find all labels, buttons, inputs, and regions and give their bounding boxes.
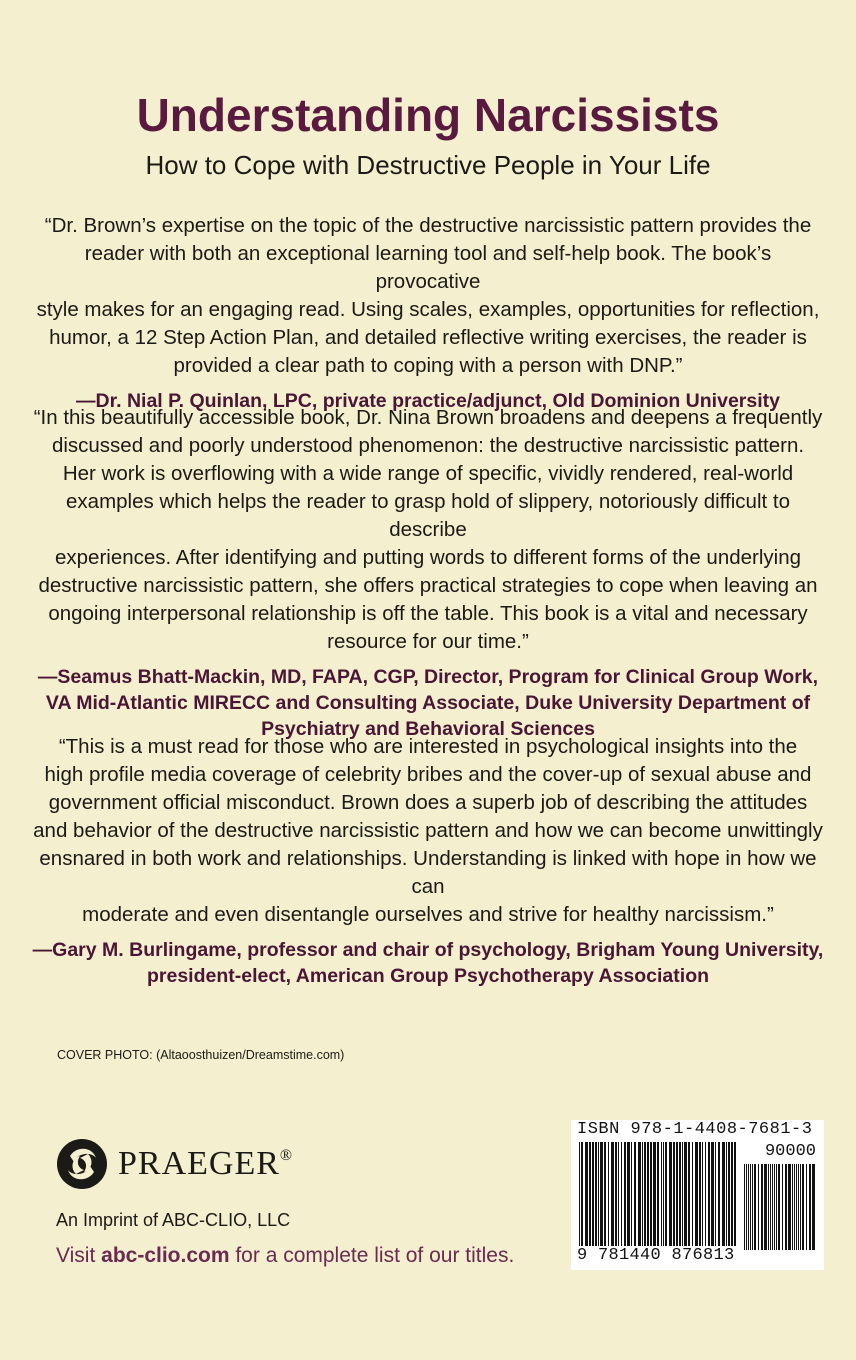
quote-line: reader with both an exceptional learning tool and self-help book. The book’s provocative [84,242,772,293]
barcode-bar [624,1142,626,1250]
publisher-name [118,1145,292,1183]
review-2 [30,404,826,742]
barcode-bar [615,1142,617,1250]
barcode-bar [772,1164,773,1250]
barcode-bar [634,1142,636,1250]
barcode-bar [579,1142,580,1250]
book-subtitle: How to Cope with Destructive People in Your Life [145,150,711,180]
barcode-bar [657,1142,659,1250]
barcode-bar [752,1164,753,1250]
barcode-bar [806,1164,807,1250]
barcode-bar [770,1164,771,1250]
barcode-bar [604,1142,606,1250]
barcode-bar [802,1164,804,1250]
review-attribution [30,937,826,989]
addon-barcode-bars [744,1164,816,1250]
barcode-bar [695,1142,698,1250]
barcode-bar [682,1142,683,1250]
barcode-bar [663,1142,664,1250]
barcode-bar [812,1164,815,1250]
barcode-bar [726,1142,727,1250]
barcode-bar [778,1164,780,1250]
review-quote [30,404,826,656]
barcode-bar [702,1142,703,1250]
barcode-bar [684,1142,687,1250]
quote-line: ensnared in both work and relationships. Understanding is linked with hope in how we can [39,847,817,898]
barcode-bar [764,1164,767,1250]
barcode-bar [699,1142,701,1250]
barcode-bar [809,1164,811,1250]
quote-line: experiences. After identifying and putting words to different forms of the underlying [54,546,802,569]
barcode-bar [744,1164,745,1250]
visit-prefix: Visit [56,1244,102,1267]
barcode-bar [627,1142,630,1250]
barcode-bar [621,1142,622,1250]
review-1 [30,212,826,414]
barcode-bar [758,1164,759,1250]
barcode-bar [722,1142,725,1250]
barcode-bar [631,1142,632,1250]
attribution-line: VA Mid-Atlantic MIRECC and Consulting Associate, Duke University Department of [45,692,811,714]
barcode-bar [661,1142,662,1250]
quote-line: “This is a must read for those who are interested in psychological insights into the [58,735,798,758]
barcode-bar [647,1142,649,1250]
barcode-bar [595,1142,597,1250]
cover-photo-credit: COVER PHOTO: (Altaoosthuizen/Dreamstime.com) [57,1048,345,1062]
barcode-bar [798,1164,799,1250]
quote-line: discussed and poorly understood phenomenon: the destructive narcissistic pattern. [51,434,805,457]
quote-line: and behavior of the destructive narcissistic pattern and how we can become unwittingly [33,819,823,842]
publisher-website-link[interactable]: abc-clio.com [101,1244,230,1267]
registered-mark: ® [279,1147,293,1164]
barcode-bar [676,1142,678,1250]
barcode-bar [746,1164,747,1250]
barcode-bar [673,1142,675,1250]
barcode-bar [788,1164,791,1250]
barcode-bar [711,1142,714,1250]
barcode-bar [638,1142,641,1250]
barcode-bar [761,1164,763,1250]
barcode-bar [650,1142,652,1250]
barcode-bar [748,1164,749,1250]
barcode-bar [708,1142,710,1250]
quote-line: resource for our time.” [327,630,529,653]
barcode-bar [774,1164,775,1250]
attribution-line: —Dr. Nial P. Quinlan, LPC, private practice/adjunct, Old Dominion University [76,390,780,412]
quote-line: high profile media coverage of celebrity bribes and the cover-up of sexual abuse and [44,763,812,786]
barcode-bar [715,1142,716,1250]
quote-line: examples which helps the reader to grasp hold of slippery, notoriously difficult to describe [66,490,790,541]
barcode-bar [796,1164,797,1250]
barcode-bar [581,1142,583,1250]
quote-line: “Dr. Brown’s expertise on the topic of the destructive narcissistic pattern provides the [44,214,812,237]
review-attribution [30,664,826,742]
barcode-bar [692,1142,693,1250]
quote-line: provided a clear path to coping with a person with DNP.” [173,354,683,377]
barcode-bar [776,1164,777,1250]
quote-line: destructive narcissistic pattern, she offers practical strategies to cope when leaving an [38,574,818,597]
publisher-name-text: PRAEGER [118,1145,280,1182]
barcode-bar [618,1142,619,1250]
barcode-bar [600,1142,603,1250]
attribution-line: president-elect, American Group Psychotherapy Association [146,965,710,987]
barcode-bar [800,1164,801,1250]
review-quote [30,733,826,929]
barcode-bar [592,1142,594,1250]
barcode-bar [589,1142,591,1250]
quote-line: government official misconduct. Brown does a superb job of describing the attitudes [48,791,808,814]
ean-barcode-bars [579,1142,739,1250]
barcode-bar [734,1142,736,1250]
visit-line [56,1244,514,1268]
barcode-bar [688,1142,690,1250]
attribution-line: —Gary M. Burlingame, professor and chair of psychology, Brigham Young University, [32,939,824,961]
barcode-bar [679,1142,681,1250]
barcode-bar [669,1142,672,1250]
barcode-bar [794,1164,795,1250]
attribution-line: Psychiatry and Behavioral Sciences [261,718,595,740]
barcode-bar [642,1142,643,1250]
barcode-bar [754,1164,756,1250]
barcode-bar [750,1164,751,1250]
barcode-bar [611,1142,614,1250]
barcode-bar [768,1164,769,1250]
quote-line: ongoing interpersonal relationship is off the table. This book is a vital and necessary [48,602,808,625]
price-code: 90000 [764,1142,816,1161]
barcode [571,1120,824,1270]
imprint-text: An Imprint of ABC-CLIO, LLC [56,1210,291,1230]
barcode-bar [598,1142,599,1250]
quote-line: humor, a 12 Step Action Plan, and detailed reflective writing exercises, the reader is [49,326,807,349]
visit-suffix: for a complete list of our titles. [229,1244,515,1267]
barcode-bar [785,1164,787,1250]
barcode-bar [731,1142,733,1250]
barcode-bar [608,1142,609,1250]
quote-line: style makes for an engaging read. Using scales, examples, opportunities for reflection, [36,298,820,321]
attribution-line: —Seamus Bhatt-Mackin, MD, FAPA, CGP, Director, Program for Clinical Group Work, [37,666,819,688]
barcode-bar [644,1142,646,1250]
barcode-bar [728,1142,730,1250]
quote-line: Her work is overflowing with a wide range of specific, vividly rendered, real-world [62,462,794,485]
barcode-bar [705,1142,706,1250]
barcode-bar [792,1164,793,1250]
isbn-label: ISBN 978-1-4408-7681-3 [577,1120,813,1139]
quote-line: moderate and even disentangle ourselves and strive for healthy narcissism.” [82,903,774,926]
barcode-bar [718,1142,720,1250]
praeger-emblem-icon [56,1138,108,1190]
publisher-logo [56,1138,292,1190]
barcode-bar [665,1142,667,1250]
barcode-bar [585,1142,588,1250]
barcode-bar [782,1164,783,1250]
review-3 [30,733,826,989]
ean-digits: 9 781440 876813 [577,1246,735,1265]
quote-line: “In this beautifully accessible book, Dr. Nina Brown broadens and deepens a frequently [33,406,823,429]
barcode-bar [653,1142,656,1250]
book-title: Understanding Narcissists [136,89,720,141]
review-quote [30,212,826,380]
